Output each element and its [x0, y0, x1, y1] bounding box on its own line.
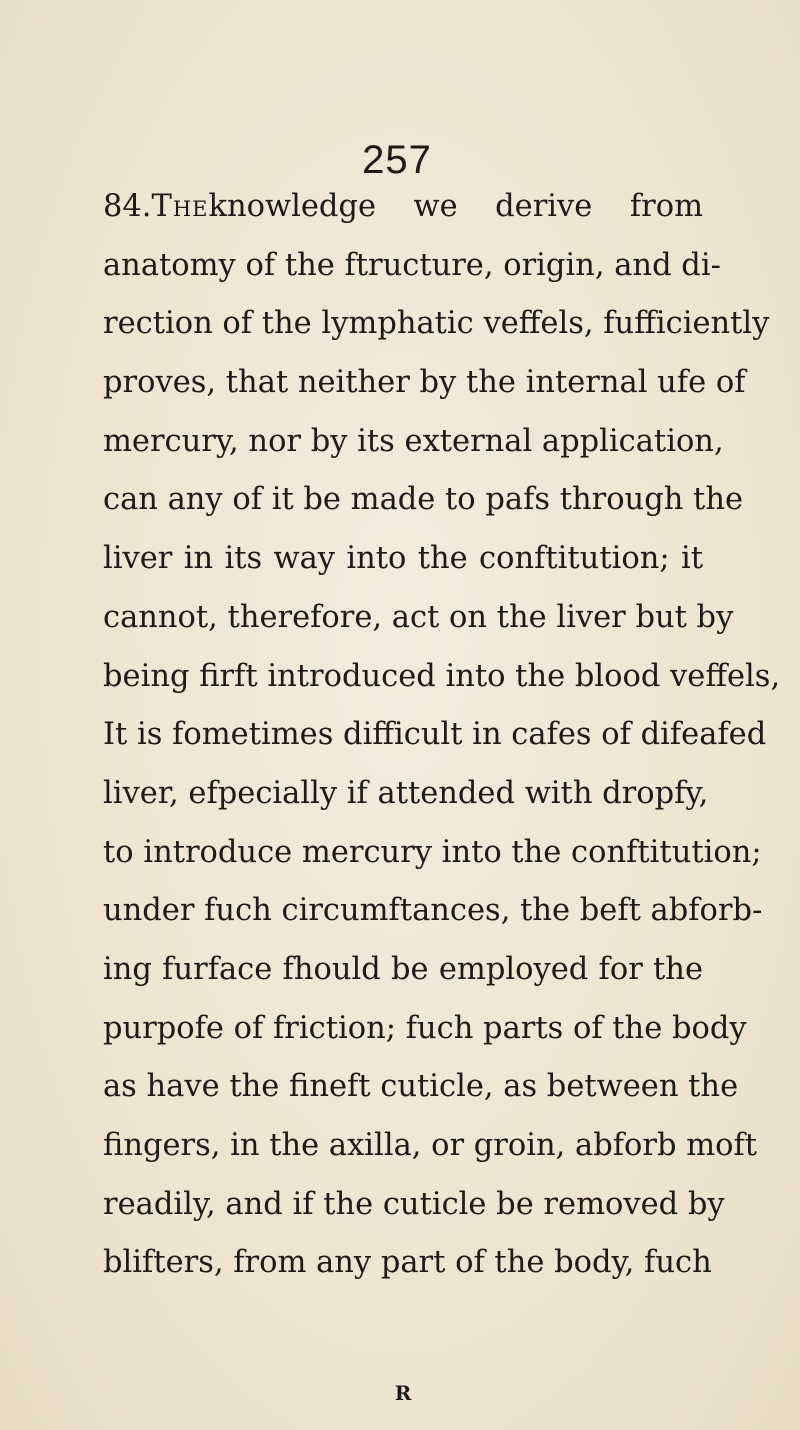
text-line: mercury, nor by its external application,	[103, 423, 724, 459]
paragraph-84	[103, 178, 781, 1293]
text-line: fingers, in the axilla, or groin, abforb moft	[103, 1128, 758, 1163]
text-line: cannot, therefore, act on the liver but by	[103, 599, 734, 635]
first-line-text: knowledge we derive from	[208, 189, 703, 224]
text-line: under fuch circumftances, the beft abforb-	[103, 893, 763, 929]
signature-mark: R	[394, 1381, 412, 1405]
text-line-1	[103, 178, 703, 237]
text-line: as have the fineft cuticle, as between the	[103, 1069, 739, 1105]
text-line: It is fometimes difficult in cafes of difeafed	[103, 717, 767, 753]
text-line: being firft introduced into the blood veffels,	[103, 658, 781, 694]
text-line: blifters, from any part of the body, fuch	[103, 1245, 712, 1281]
text-line: liver in its way into the conftitution; it	[103, 541, 703, 577]
text-line: purpofe of friction; fuch parts of the body	[103, 1010, 747, 1046]
page-number: 257	[362, 138, 432, 182]
text-line: readily, and if the cuticle be removed by	[103, 1186, 725, 1222]
text-line: can any of it be made to pafs through the	[103, 482, 744, 518]
text-line: anatomy of the ftructure, origin, and di-	[103, 247, 721, 283]
text-line: liver, efpecially if attended with dropfy,	[103, 775, 709, 811]
text-line: rection of the lymphatic veffels, fufficiently	[103, 306, 770, 342]
text-line: ing furface fhould be employed for the	[103, 951, 703, 987]
text-line: to introduce mercury into the conftitution;	[103, 834, 762, 870]
text-line: proves, that neither by the internal ufe of	[103, 365, 746, 401]
lead-word: The	[151, 189, 209, 224]
paragraph-number: 84.	[103, 189, 152, 224]
